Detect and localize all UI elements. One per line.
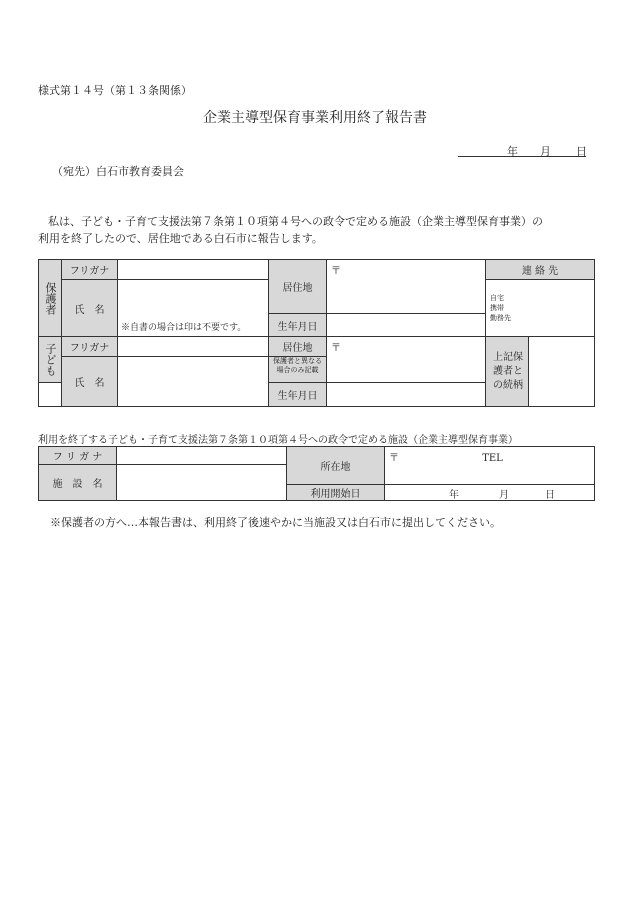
applicant-table (38, 259, 595, 407)
date-month: 月 (540, 145, 551, 158)
guardian-group-label: 保護者 (39, 260, 62, 337)
intro-line-2: 利用を終了したので、居住地である白石市に報告します。 (38, 232, 323, 245)
guardian-name-label: 氏 名 (62, 280, 118, 337)
facility-name-field[interactable] (117, 465, 287, 501)
date-day: 日 (576, 145, 587, 158)
facility-table (38, 446, 595, 501)
start-date-year: 年 (449, 490, 459, 501)
form-number: 様式第１４号（第１３条関係） (38, 84, 192, 97)
addressee: （宛先）白石市教育委員会 (52, 165, 184, 178)
postal-mark: 〒 (331, 266, 341, 277)
guardian-birthdate-field[interactable] (327, 314, 486, 337)
facility-caption: 利用を終了する子ども・子育て支援法第７条第１０項第４号への政令で定める施設（企業主導型保育事業） (38, 435, 518, 446)
contact-work-label: 勤務先 (490, 314, 511, 322)
guardian-residence-label: 居住地 (269, 260, 327, 314)
contact-mobile-label: 携帯 (490, 304, 504, 312)
page-title: 企業主導型保育事業利用終了報告書 (203, 110, 427, 126)
guardian-furigana-label: フリガナ (62, 260, 118, 280)
postal-mark: 〒 (389, 453, 399, 464)
facility-furigana-field[interactable] (117, 447, 287, 465)
postal-mark: 〒 (331, 343, 341, 354)
child-name-field[interactable] (118, 357, 269, 407)
tel-label: TEL (482, 453, 503, 464)
facility-name-label: 施 設 名 (39, 465, 117, 501)
contact-home-label: 自宅 (490, 294, 504, 302)
facility-location-field[interactable] (385, 447, 595, 485)
contact-field[interactable] (486, 280, 595, 337)
facility-furigana-label: フ リ ガ ナ (39, 447, 117, 465)
child-residence-field[interactable] (327, 337, 486, 383)
seal-note: ※自書の場合は印は不要です。 (121, 323, 247, 333)
guardian-furigana-field[interactable] (118, 260, 269, 280)
facility-location-label: 所在地 (287, 447, 385, 485)
relation-label: 上記保護者との続柄 (486, 337, 529, 407)
child-residence-note: 保護者と異なる場合のみ記載 (269, 357, 327, 383)
guardian-name-field[interactable] (118, 280, 269, 337)
start-date-label: 利用開始日 (287, 485, 385, 501)
child-furigana-label: フリガナ (62, 337, 118, 357)
relation-field[interactable] (529, 337, 595, 407)
date-underline (458, 156, 586, 157)
start-date-month: 月 (499, 490, 509, 501)
child-name-label: 氏 名 (62, 357, 118, 407)
guardian-residence-field[interactable] (327, 260, 486, 314)
child-birthdate-field[interactable] (327, 383, 486, 407)
child-furigana-field[interactable] (118, 337, 269, 357)
guardian-birthdate-label: 生年月日 (269, 314, 327, 337)
start-date-field[interactable] (385, 485, 595, 501)
child-residence-label: 居住地 (269, 337, 327, 357)
footer-note: ※保護者の方へ…本報告書は、利用終了後速やかに当施設又は白石市に提出してください。 (50, 516, 501, 529)
contact-header: 連 絡 先 (486, 260, 595, 280)
child-group-label: 子ども (39, 337, 62, 383)
date-year: 年 (507, 145, 518, 158)
intro-line-1: 私は、子ども・子育て支援法第７条第１０項第４号への政令で定める施設（企業主導型保育事業）の (48, 215, 543, 228)
start-date-day: 日 (545, 490, 555, 501)
child-birthdate-label: 生年月日 (269, 383, 327, 407)
